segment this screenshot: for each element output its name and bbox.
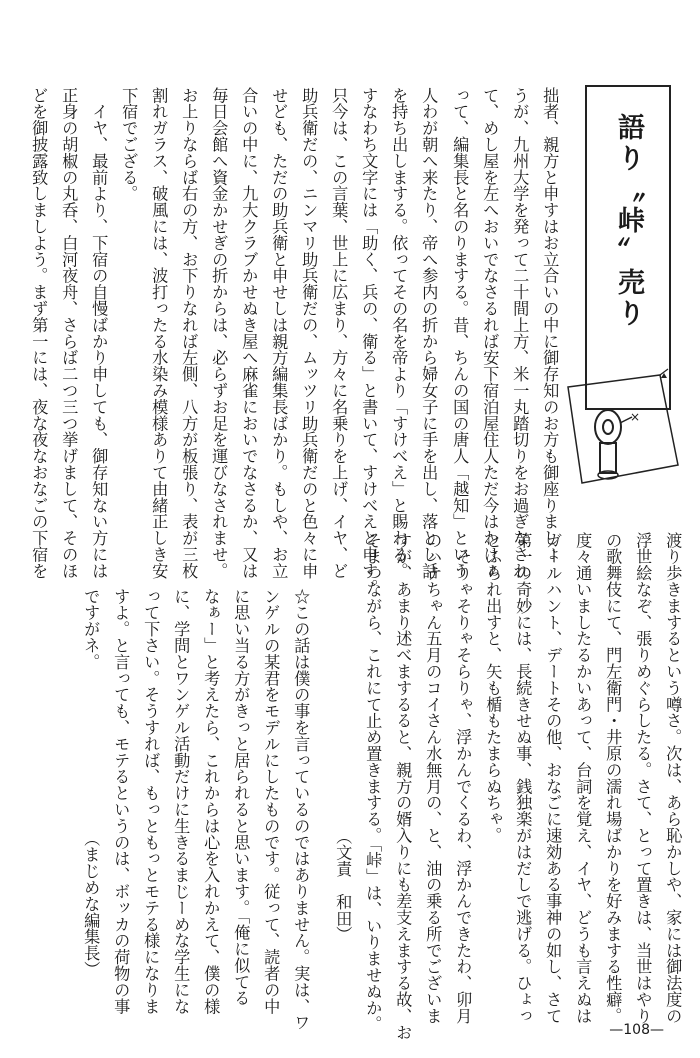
text-column: 拙者、親方と申すはお立合いの中に御存知のお方も御座りましょ xyxy=(540,87,560,563)
text-column: 正身の胡椒の丸呑、白河夜舟、さらば二つ三つ挙げまして、そのほ xyxy=(59,87,79,579)
note-column: に、学問とワンゲル活動だけに生きるまじーめな学生にな xyxy=(171,588,191,1015)
text-column: 合いの中に、九大クラブかせぬき屋へ麻雀においでなさるか、又は xyxy=(239,87,259,579)
note-column: なぁー」と考えたら、これからは心を入れかえて、僕の様 xyxy=(201,588,221,1015)
text-column: 人わが朝へ来たり、帝へ参内の折から婦女子に手を出し、落とし話 xyxy=(419,87,439,579)
signature: （まじめな編集長） xyxy=(81,830,101,978)
text-column: すが、あまり述べまするると、親方の婿入りにも差支えまする故、お xyxy=(393,532,413,1041)
note-column: って下さい。そうすれば、もっともっとモテる様になりま xyxy=(141,588,161,1015)
text-column: そまつながら、これにて止め置きまする。「峠」は、いりませぬか。 xyxy=(363,532,383,1033)
text-column: そりゃそりゃそらりゃ、浮かんでくるわ、浮かんできたわ、卯月 xyxy=(453,532,473,1024)
page-number: —108— xyxy=(609,1022,664,1038)
note-column: ンゲルの某君をモデルにしたものです。従って、読者の中 xyxy=(261,588,281,1015)
text-column: の歌舞伎にて、門左衛門・井原の濡れ場ばかりを好みまする性癖。 xyxy=(603,532,623,1024)
text-column: って、編集長と名のりまする。昔、ちんの国の唐人「越知」という xyxy=(450,87,470,579)
article-title: 語り〝峠〟売り xyxy=(613,113,644,330)
signature: （文責 和田） xyxy=(333,828,353,943)
text-column: を持ち出しまする。依ってその名を帝より「すけべえ」と賜わる。 xyxy=(389,87,409,579)
text-column: 下宿でござる。 xyxy=(119,87,139,202)
text-column: 毎日会館へ資金かせぎの折からは、必らずお足を運びなされませ。 xyxy=(209,87,229,579)
text-column: 渡り歩きまするという噂さ。次は、あら恥かしや、家には御法度の xyxy=(663,532,683,1024)
svg-text:×: × xyxy=(630,410,641,424)
text-column: のハナちゃん五月のコイさん水無月の、と、油の乗る所でございま xyxy=(423,532,443,1024)
title-box xyxy=(585,85,671,410)
text-column: 割れガラス、破風には、波打ったる水染み模様ありて由緒正しき安 xyxy=(149,87,169,579)
sketch-illustration xyxy=(560,365,690,505)
text-column: どを御披露致しましよう。まず第一には、夜な夜なおなごの下宿を xyxy=(29,87,49,579)
text-column: 助兵衛だの、ニンマリ助兵衛だの、ムッツリ助兵衛だのと色々に申 xyxy=(299,87,319,579)
text-column: とふられ出すと、矢も楯もたまらぬちゃ。 xyxy=(483,532,503,844)
text-column: 度々通いましたるかいあって、台詞を覚え、イヤ、どうも言えぬは xyxy=(573,532,593,1024)
text-column: お上りならば右の方、お下りなれば左側、八方が板張り、表が三枚 xyxy=(179,87,199,579)
text-column: うが、九州大学を発って二十間上方、米一丸踏切りをお過ぎなされ xyxy=(510,87,530,579)
text-column: 只今は、この言葉、世上に広まり、方々に名乗りを上げ、イヤ、ど xyxy=(329,87,349,579)
text-column: ガールハント、デートその他、おなごに速効ある事神の如し、さて xyxy=(543,532,563,1024)
note-column: ですがネ。 xyxy=(81,588,101,670)
text-column: イヤ、最前より、下宿の自慢ばかり申しても、御存知ない方には xyxy=(89,87,109,579)
text-column: せども、ただの助兵衛と申せしは親方編集長ばかり。もしや、お立 xyxy=(269,87,289,579)
text-column: て、めし屋を左へおいでなさるれば安下宿泊屋住人ただ今はわけぁ xyxy=(480,87,500,579)
note-column: に思い当る方がきっと居られると思います。「俺に似てる xyxy=(231,588,251,1007)
text-column: すなわち文字には「助く、兵の、衛る」と書いて、すけべえと申す。 xyxy=(359,87,379,596)
text-column: 第一の奇妙には、長続きせぬ事、銭独楽がはだしで逃げる。ひょっ xyxy=(513,532,533,1024)
text-column: 浮世絵なぞ、張りめぐらしたる。さて、とって置きは、当世はやり xyxy=(633,532,653,1024)
note-column: すよ。と言っても、モテるというのは、ボッカの荷物の事 xyxy=(111,588,131,1015)
note-column: ☆この話は僕の事を言っているのではありません。実は、ワ xyxy=(291,588,311,1031)
